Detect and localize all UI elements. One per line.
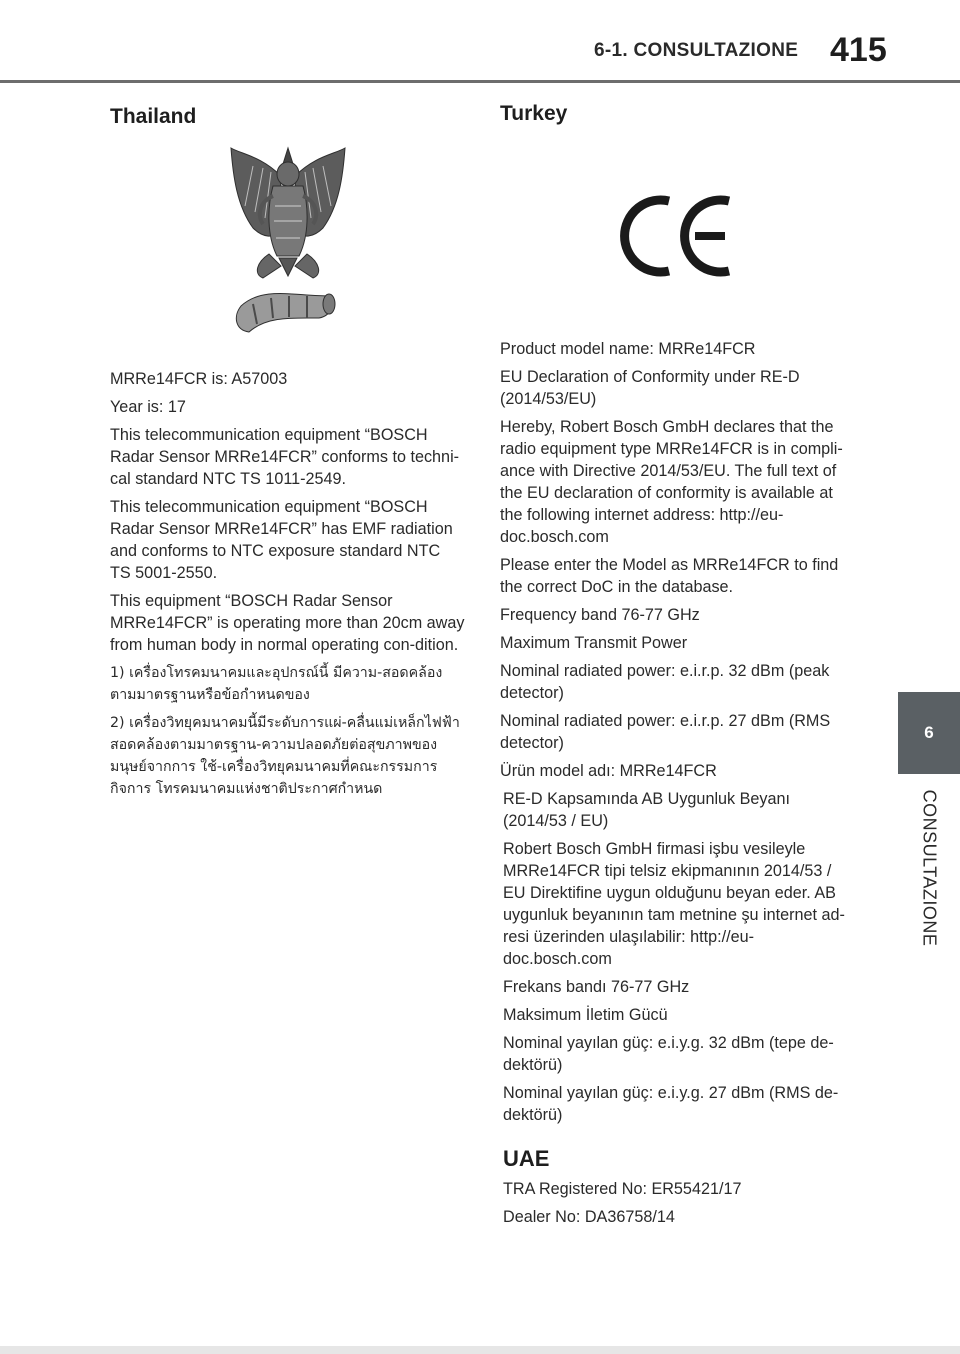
left-column (110, 106, 465, 806)
paragraph: This telecommunication equipment “BOSCH Radar Sensor MRRe14FCR” has EMF radiation and conforms to NTC exposure standard NTC TS 5001-2550. (110, 498, 453, 582)
turkish-paragraph: Frekans bandı 76-77 GHz (503, 978, 690, 996)
chapter-tab[interactable] (898, 692, 960, 774)
paragraph: Nominal radiated power: e.i.r.p. 27 dBm (RMS detector) (500, 712, 831, 752)
section-title: 6-1. CONSULTAZIONE (594, 40, 799, 61)
paragraph: Year is: 17 (110, 398, 186, 416)
paragraph: Frequency band 76-77 GHz (500, 606, 700, 624)
chapter-label: CONSULTAZIONE (919, 789, 940, 947)
footer-strip (0, 1346, 960, 1354)
turkish-paragraph: Nominal yayılan güç: e.i.y.g. 27 dBm (RMS de-dektörü) (503, 1084, 839, 1124)
paragraph: Please enter the Model as MRRe14FCR to find the correct DoC in the database. (500, 556, 839, 596)
thailand-heading: Thailand (110, 105, 197, 128)
turkish-paragraph: Robert Bosch GmbH firmasi işbu vesileyle MRRe14FCR tipi telsiz ekipmanının 2014/53 / EU Direktifine uygun olduğunu beyan eder. AB uygunluk beyanının tam metnine şu internet ad-resi üzerinden ulaşılabilir: http://eu-doc.bosch.com (503, 840, 845, 968)
paragraph: This equipment “BOSCH Radar Sensor MRRe14FCR” is operating more than 20cm away from human body in normal operating con-dition. (110, 592, 465, 654)
paragraph: This telecommunication equipment “BOSCH Radar Sensor MRRe14FCR” conforms to techni-cal standard NTC TS 1011-2549. (110, 426, 460, 488)
turkey-heading: Turkey (500, 102, 568, 125)
paragraph: Ürün model adı: MRRe14FCR (500, 762, 717, 780)
paragraph: MRRe14FCR is: A57003 (110, 370, 288, 388)
turkish-paragraph: Maksimum İletim Gücü (503, 1006, 668, 1024)
thai-paragraph: 1) เครื่องโทรคมนาคมและอุปกรณ์นี้ มีความ-สอดคล้องตามมาตรฐานหรือข้อกำหนดของ (110, 665, 443, 703)
ce-mark-icon (500, 191, 850, 303)
uae-paragraph: Dealer No: DA36758/14 (503, 1208, 675, 1226)
header-divider (0, 80, 960, 83)
paragraph: Hereby, Robert Bosch GmbH declares that the radio equipment type MRRe14FCR is in compli-ance with Directive 2014/53/EU. The full text of the EU declaration of conformity is available at the following internet address: http://eu-doc.bosch.com (500, 418, 843, 546)
paragraph: Nominal radiated power: e.i.r.p. 32 dBm (peak detector) (500, 662, 830, 702)
right-column (500, 103, 850, 1234)
chapter-number: 6 (924, 723, 934, 742)
paragraph: Maximum Transmit Power (500, 634, 688, 652)
paragraph: EU Declaration of Conformity under RE-D (2014/53/EU) (500, 368, 800, 408)
garuda-emblem-icon (110, 146, 465, 356)
paragraph: Product model name: MRRe14FCR (500, 340, 756, 358)
thai-paragraph: 2) เครื่องวิทยุคมนาคมนี้มีระดับการแผ่-คลื่นแม่เหล็กไฟฟ้าสอดคล้องตามมาตรฐาน-ความปลอดภัยต่อสุขภาพของมนุษย์จากการ ใช้-เครื่องวิทยุคมนาคมที่คณะกรรมการกิจการ โทรคมนาคมแห่งชาติประกาศกำหนด (110, 715, 460, 797)
turkish-paragraph: Nominal yayılan güç: e.i.y.g. 32 dBm (tepe de-dektörü) (503, 1034, 834, 1074)
uae-heading: UAE (503, 1146, 550, 1171)
page-number: 415 (830, 31, 887, 69)
turkish-paragraph: RE-D Kapsamında AB Uygunluk Beyanı (2014/53 / EU) (503, 790, 791, 830)
uae-paragraph: TRA Registered No: ER55421/17 (503, 1180, 742, 1198)
